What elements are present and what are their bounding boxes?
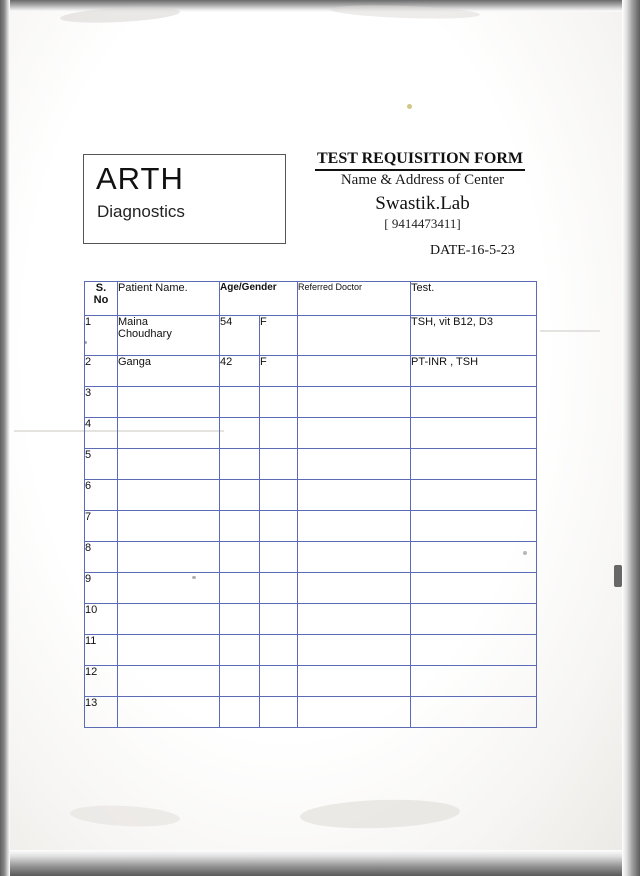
cell-sno: 12 (85, 666, 118, 697)
table-row (85, 511, 537, 542)
brand-subtitle: Diagnostics (97, 202, 185, 221)
cell-gender (260, 480, 298, 511)
cell-age (220, 666, 260, 697)
cell-gender (260, 449, 298, 480)
cell-sno: 3 (85, 387, 118, 418)
cell-referred-doctor (298, 573, 411, 604)
cell-gender (260, 542, 298, 573)
cell-patient-name (118, 449, 220, 480)
page-title: TEST REQUISITION FORM (315, 150, 525, 171)
cell-age (220, 542, 260, 573)
form-date: DATE-16-5-23 (430, 243, 515, 258)
cell-sno: 2 (85, 356, 118, 387)
cell-referred-doctor (298, 604, 411, 635)
cell-test (411, 480, 537, 511)
cell-referred-doctor (298, 387, 411, 418)
cell-referred-doctor (298, 316, 411, 356)
cell-referred-doctor (298, 480, 411, 511)
table-row (85, 573, 537, 604)
cell-referred-doctor (298, 697, 411, 728)
table-row (85, 387, 537, 418)
cell-patient-name (118, 635, 220, 666)
cell-gender (260, 573, 298, 604)
cell-referred-doctor (298, 511, 411, 542)
scan-edge-left (0, 0, 10, 876)
column-header-age-gender (220, 282, 298, 316)
cell-sno: 4 (85, 418, 118, 449)
cell-test: PT-INR , TSH (411, 356, 537, 387)
column-header-patient-name: Patient Name. (118, 282, 220, 316)
cell-patient-name (118, 480, 220, 511)
cell-test: TSH, vit B12, D3 (411, 316, 537, 356)
cell-test (411, 542, 537, 573)
cell-sno: 11 (85, 635, 118, 666)
cell-referred-doctor (298, 666, 411, 697)
center-phone: [ 9414473411] (384, 216, 461, 231)
table-body (85, 316, 537, 728)
cell-age (220, 697, 260, 728)
cell-age: 42 (220, 356, 260, 387)
cell-age (220, 449, 260, 480)
table-row (85, 449, 537, 480)
cell-sno: 10 (85, 604, 118, 635)
cell-sno: 9 (85, 573, 118, 604)
cell-patient-name: Ganga (118, 356, 220, 387)
table-row (85, 480, 537, 511)
cell-test (411, 449, 537, 480)
cell-age (220, 511, 260, 542)
patient-name-line2: Choudhary (118, 328, 172, 340)
ink-speck (407, 104, 412, 109)
column-header-sno-line2: No (93, 294, 109, 306)
cell-age: 54 (220, 316, 260, 356)
table-row (85, 542, 537, 573)
table-row (85, 697, 537, 728)
cell-patient-name (118, 418, 220, 449)
cell-patient-name (118, 697, 220, 728)
cell-referred-doctor (298, 418, 411, 449)
cell-sno: 8 (85, 542, 118, 573)
table-row (85, 666, 537, 697)
table-row (85, 316, 537, 356)
center-address-label: Name & Address of Center (340, 172, 505, 188)
cell-sno: 7 (85, 511, 118, 542)
table-header-row (85, 282, 537, 316)
cell-gender (260, 666, 298, 697)
cell-gender (260, 511, 298, 542)
cell-test (411, 635, 537, 666)
clinic-logo-box (83, 154, 286, 244)
cell-patient-name (118, 316, 220, 356)
cell-patient-name (118, 573, 220, 604)
cell-gender: F (260, 316, 298, 356)
column-header-sno-line1: S. (95, 282, 107, 294)
cell-patient-name (118, 666, 220, 697)
cell-test (411, 697, 537, 728)
cell-patient-name (118, 387, 220, 418)
table-row (85, 635, 537, 666)
patient-name-line1: Maina (118, 316, 148, 328)
cell-referred-doctor (298, 449, 411, 480)
cell-referred-doctor (298, 542, 411, 573)
requisition-table (84, 281, 537, 728)
cell-gender (260, 418, 298, 449)
table-row (85, 418, 537, 449)
cell-gender (260, 697, 298, 728)
center-name: Swastik.Lab (375, 193, 470, 214)
cell-test (411, 387, 537, 418)
cell-patient-name (118, 604, 220, 635)
cell-sno: 1 (85, 316, 118, 356)
cell-age (220, 387, 260, 418)
cell-gender (260, 387, 298, 418)
cell-patient-name (118, 511, 220, 542)
cell-sno: 13 (85, 697, 118, 728)
cell-test (411, 511, 537, 542)
column-header-test: Test. (411, 282, 537, 316)
scan-edge-right (622, 0, 640, 876)
cell-age (220, 418, 260, 449)
column-header-gender: /Gender (238, 282, 277, 293)
cell-age (220, 480, 260, 511)
scan-edge-bottom (0, 850, 640, 876)
cell-test (411, 666, 537, 697)
cell-referred-doctor (298, 635, 411, 666)
scan-edge-top (0, 0, 640, 12)
cell-sno: 6 (85, 480, 118, 511)
column-header-sno (85, 282, 118, 316)
table-row (85, 356, 537, 387)
cell-test (411, 418, 537, 449)
cell-test (411, 604, 537, 635)
table-row (85, 604, 537, 635)
requisition-table-wrapper (84, 281, 536, 728)
cell-age (220, 573, 260, 604)
cell-referred-doctor (298, 356, 411, 387)
paper-fold-line-right (540, 330, 600, 332)
cell-gender (260, 604, 298, 635)
cell-gender: F (260, 356, 298, 387)
cell-age (220, 604, 260, 635)
cell-age (220, 635, 260, 666)
cell-gender (260, 635, 298, 666)
brand-name: ARTH (96, 161, 184, 196)
cell-patient-name (118, 542, 220, 573)
cell-sno: 5 (85, 449, 118, 480)
cell-test (411, 573, 537, 604)
column-header-age: Age (220, 282, 239, 293)
column-header-referred-doctor: Referred Doctor (298, 282, 411, 316)
